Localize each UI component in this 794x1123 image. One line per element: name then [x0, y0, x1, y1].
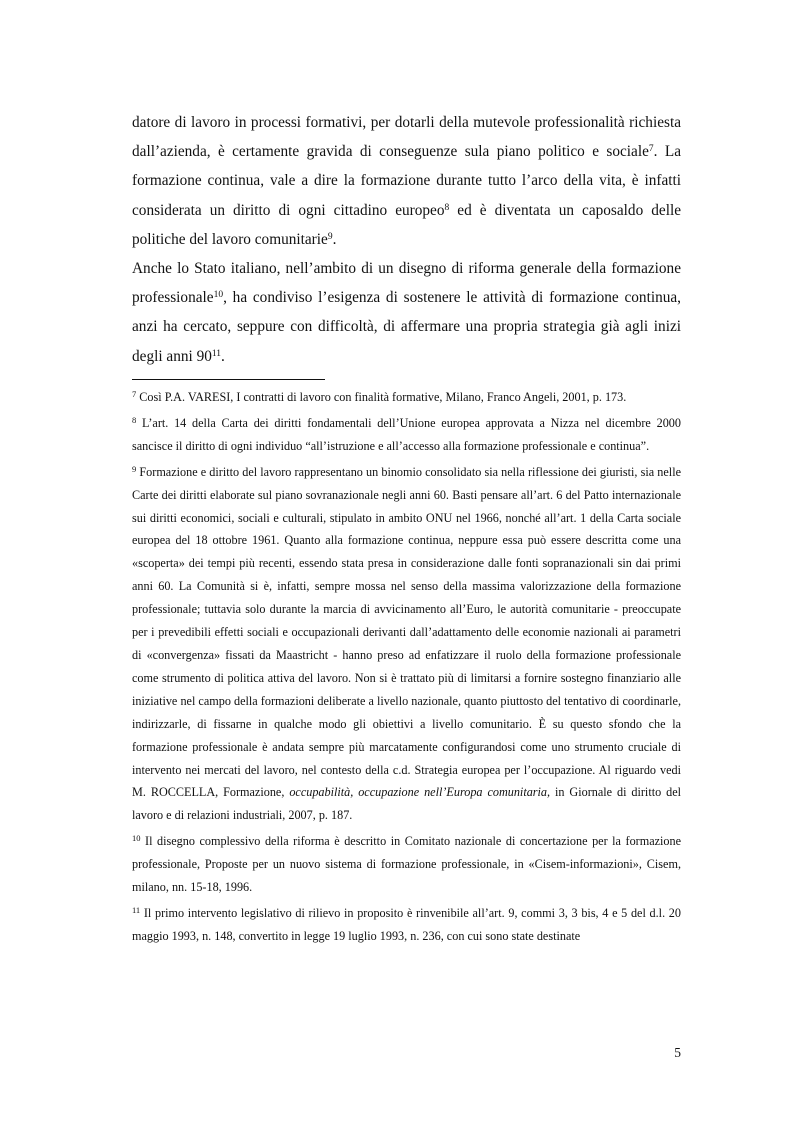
- footnote-ref-9[interactable]: 9: [327, 231, 333, 242]
- footnote-ref-10[interactable]: 10: [213, 290, 224, 301]
- footnote-ref-11[interactable]: 11: [211, 348, 222, 359]
- footnote-separator: [132, 379, 325, 380]
- paragraph-1-part-2: . La formazione continua, vale a dire la formazione durante tutto l’arco della vita, è infatti considerata un diritto di ogni cittadino europeo: [132, 143, 681, 219]
- footnote-text-continued: in Giornale di diritto del lavoro e di relazioni industriali, 2007, p. 187.: [132, 785, 682, 823]
- paragraph-1-part-1: datore di lavoro in processi formativi, per dotarli della mutevole professionalità richiesta dall’azienda, è certamente gravida di conseguenze sula piano politico e sociale: [132, 114, 681, 161]
- footnotes: [132, 386, 681, 951]
- footnote-ref-7[interactable]: 7: [648, 144, 654, 155]
- main-text: [132, 108, 681, 371]
- footnote-8: [132, 412, 681, 458]
- footnote-number: 8: [132, 414, 137, 425]
- footnote-text: Il primo intervento legislativo di rilievo in proposito è rinvenibile all’art. 9, commi 3, 3 bis, 4 e 5 del d.l. 20 maggio 1993, n. 148, convertito in legge 19 luglio 1993, n. 236, con cui sono state destinate: [132, 905, 681, 943]
- footnote-italic-title: occupabilità, occupazione nell’Europa comunitaria,: [289, 785, 551, 800]
- footnote-text: Così P.A. VARESI, I contratti di lavoro con finalità formative, Milano, Franco Angeli, 2001, p. 173.: [136, 390, 627, 404]
- paragraph-2-part-2: , ha condiviso l’esigenza di sostenere le attività di formazione continua, anzi ha cercato, seppure con difficoltà, di affermare una propria strategia già agli inizi degli anni 90: [132, 289, 681, 365]
- footnote-10: [132, 830, 681, 899]
- footnote-text: Formazione e diritto del lavoro rappresentano un binomio consolidato sia nella riflessione dei giuristi, sia nelle Carte dei diritti elaborate sul piano sovranazionale negli anni 60. Basti pensare all’art. 6 del Patto internazionale sui diritti economici, sociali e culturali, stipulato in ambito ONU nel 1966, nonché all’art. 1 della Carta sociale europea del 18 ottobre 1961. Quanto alla formazione continua, neppure essa può essere descritta come una «scoperta» dei tempi più recenti, essendo stata presa in considerazione dalle fonti sopranazionali sin dai primi anni 60. La Comunità si è, infatti, sempre mossa nel senso della massima valorizzazione della formazione professionale; tuttavia solo durante la marcia di avvicinamento all’Euro, le autorità comunitarie - preoccupate per i prevedibili effetti sociali e occupazionali derivanti dall’adattamento delle economie nazionali ai parametri di «convergenza» fissati da Maastricht - hanno preso ad enfatizzare il ruolo della formazione professionale come strumento di politica attiva del lavoro. Non si è trattato più di limitarsi a fornire sostegno finanziario alle iniziative nel campo della formazioni deliberate a livello nazionale, quanto piuttosto del tentativo di coordinarle, indirizzarle, di fissarne in qualche modo gli obiettivi a livello comunitario. È su questo sfondo che la formazione professionale è andata sempre più marcatamente configurandosi come uno strumento cruciale di intervento nei mercati del lavoro, nel contesto della c.d. Strategia europea per l’occupazione. Al riguardo vedi M. ROCCELLA, Formazione,: [132, 464, 681, 800]
- footnote-7: [132, 386, 681, 409]
- footnote-ref-8[interactable]: 8: [444, 202, 450, 213]
- footnote-text: Il disegno complessivo della riforma è descritto in Comitato nazionale di concertazione per la formazione professionale, Proposte per un nuovo sistema di formazione professionale, in «Cisem-informazioni», Cisem, milano, nn. 15-18, 1996.: [132, 834, 681, 895]
- paragraph-1-part-4: .: [332, 230, 337, 248]
- page-number: 5: [674, 1045, 681, 1060]
- footnote-number: 10: [132, 833, 141, 844]
- footnote-number: 7: [132, 389, 137, 399]
- paragraph-2: [132, 254, 681, 371]
- paragraph-1-part-3: ed è diventata un caposaldo delle politiche del lavoro comunitarie: [132, 201, 681, 248]
- footnote-11: [132, 902, 681, 948]
- footnote-number: 9: [132, 463, 137, 474]
- footnote-9: [132, 461, 681, 828]
- paragraph-1: [132, 108, 681, 254]
- footnote-text: L’art. 14 della Carta dei diritti fondamentali dell’Unione europea approvata a Nizza nel dicembre 2000 sancisce il diritto di ogni individuo “all’istruzione e all’accesso alla formazione professionale e continua”.: [132, 415, 681, 453]
- paragraph-2-part-1: Anche lo Stato italiano, nell’ambito di un disegno di riforma generale della formazione professionale: [132, 260, 681, 307]
- footnote-number: 11: [132, 904, 141, 915]
- paragraph-2-part-3: .: [221, 347, 225, 365]
